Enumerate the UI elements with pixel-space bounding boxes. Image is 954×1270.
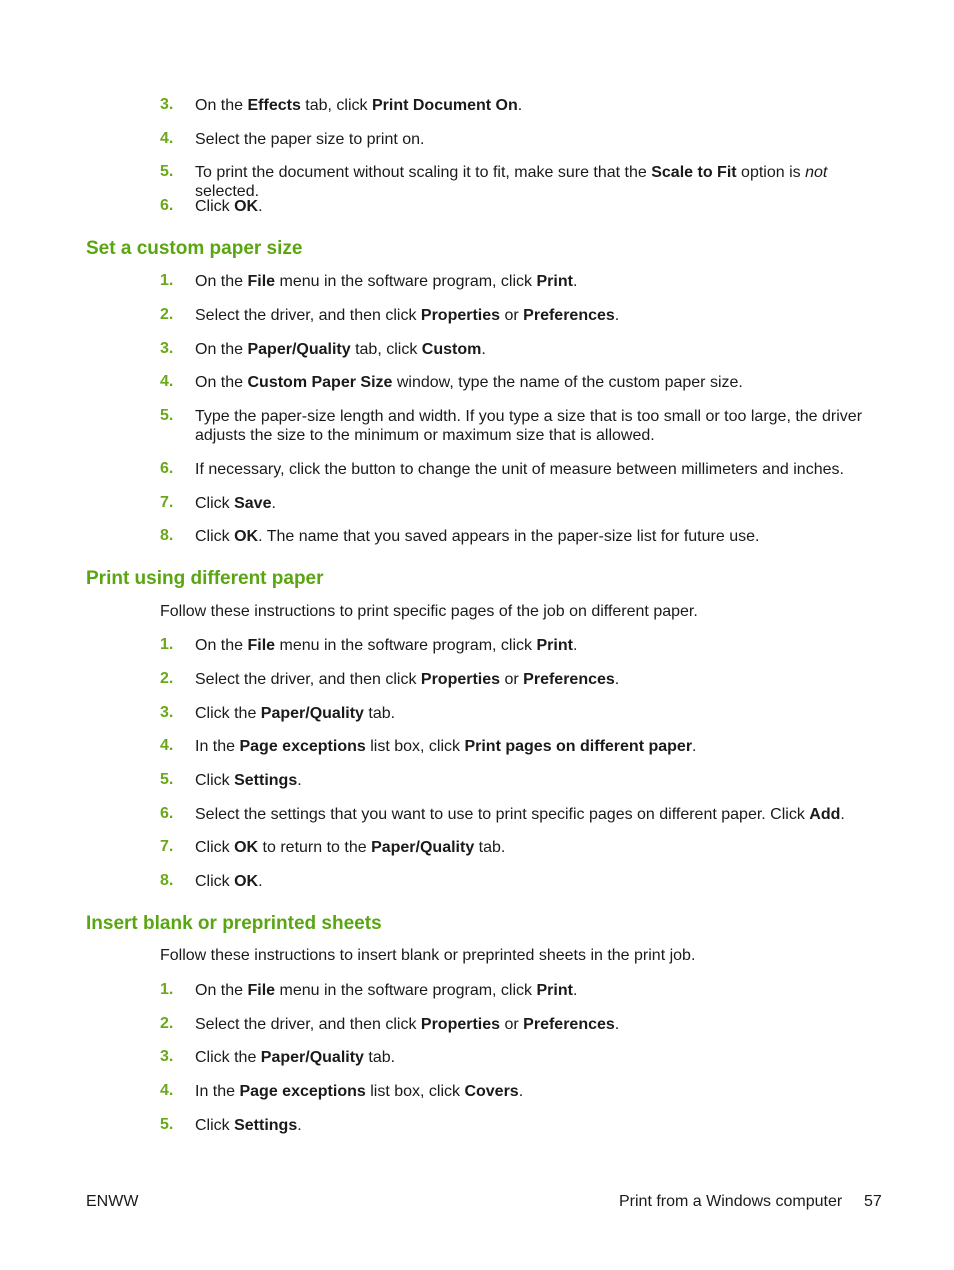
text-run: selected. [195, 183, 260, 200]
text-run: or [500, 671, 524, 688]
text-run: tab. [474, 839, 506, 856]
text-run: On the [195, 97, 248, 114]
text-run: . [614, 307, 620, 324]
step-text [195, 1116, 885, 1135]
step-text [195, 1015, 885, 1034]
bold-term: Covers [464, 1083, 519, 1100]
bold-term: Paper/Quality [260, 705, 364, 722]
bold-term: File [247, 273, 276, 290]
footer-left: ENWW [86, 1193, 139, 1210]
text-run: menu in the software program, click [275, 982, 537, 999]
bold-term: Custom [421, 341, 482, 358]
bold-term: OK [234, 198, 259, 215]
bold-term: Print [536, 637, 573, 654]
bold-term: Properties [420, 1016, 501, 1033]
text-run: or [500, 1016, 524, 1033]
step-number: 5. [160, 407, 174, 424]
step-text [195, 670, 885, 689]
text-run: . [572, 273, 578, 290]
step-text [195, 805, 885, 824]
step-text [195, 407, 885, 445]
text-run: . [481, 341, 486, 358]
text-run: tab. [363, 705, 396, 722]
text-run: Select the settings that you want to use to print specific pages on different paper. Click [195, 806, 810, 823]
text-run: . The name that you saved appears in the paper-size list for future use. [258, 528, 760, 545]
text-run: Select the driver, and then click [195, 307, 421, 324]
step-text [195, 96, 885, 115]
text-run: Select the driver, and then click [195, 1016, 421, 1033]
text-run: On the [195, 637, 248, 654]
step-text [195, 130, 885, 149]
step-number: 2. [160, 306, 174, 323]
bold-term: Properties [420, 307, 501, 324]
step-number: 1. [160, 636, 174, 653]
text-run: . [614, 671, 620, 688]
step-text [195, 163, 885, 201]
step-text [195, 340, 885, 359]
step-number: 5. [160, 1116, 174, 1133]
text-run: On the [195, 982, 248, 999]
step-text [195, 527, 885, 546]
text-run: list box, click [365, 1083, 465, 1100]
text-run: . [572, 637, 578, 654]
bold-term: Effects [247, 97, 301, 114]
step-number: 3. [160, 96, 174, 113]
bold-term: Properties [420, 671, 501, 688]
step-number: 6. [160, 197, 174, 214]
text-run: . [297, 1117, 302, 1134]
text-run: Select the paper size to print on. [195, 131, 425, 148]
text-run: . [518, 1083, 524, 1100]
step-text [195, 771, 885, 790]
step-text [195, 838, 885, 857]
text-run: On the [195, 273, 248, 290]
text-run: tab, click [350, 341, 422, 358]
text-run: If necessary, click the button to change the unit of measure between millimeters and inches. [195, 461, 844, 478]
bold-term: Print pages on different paper [464, 738, 693, 755]
bold-term: Add [809, 806, 841, 823]
text-run: Click the [195, 1049, 261, 1066]
footer-section-title: Print from a Windows computer [619, 1193, 843, 1210]
text-run: . [258, 198, 263, 215]
bold-term: Custom Paper Size [247, 374, 393, 391]
text-run: window, type the name of the custom paper size. [392, 374, 743, 391]
bold-term: Preferences [523, 1016, 615, 1033]
text-run: to return to the [258, 839, 372, 856]
text-run: tab. [363, 1049, 396, 1066]
text-run: Type the paper-size length and width. If you type a size that is too small or too large, the driver adjusts the size to the minimum or maximum size that is allowed. [195, 408, 863, 444]
text-run: . [517, 97, 523, 114]
footer-page-number: 57 [864, 1193, 882, 1210]
bold-term: Preferences [523, 307, 615, 324]
section-heading: Set a custom paper size [86, 238, 303, 259]
step-text [195, 272, 885, 291]
text-run: On the [195, 374, 248, 391]
bold-term: Save [234, 495, 272, 512]
text-run: Click [195, 873, 235, 890]
step-number: 4. [160, 1082, 174, 1099]
bold-term: Page exceptions [239, 1083, 366, 1100]
step-number: 4. [160, 373, 174, 390]
text-run: . [258, 873, 263, 890]
text-run: In the [195, 738, 240, 755]
section-intro: Follow these instructions to insert blank or preprinted sheets in the print job. [160, 947, 696, 964]
step-number: 3. [160, 1048, 174, 1065]
bold-term: File [247, 982, 276, 999]
step-number: 1. [160, 272, 174, 289]
bold-term: OK [234, 839, 259, 856]
step-number: 7. [160, 838, 174, 855]
text-run: Click [195, 772, 235, 789]
text-run: . [297, 772, 302, 789]
step-number: 5. [160, 163, 174, 180]
text-run: Click [195, 528, 235, 545]
text-run: In the [195, 1083, 240, 1100]
bold-term: File [247, 637, 276, 654]
section-heading: Print using different paper [86, 568, 324, 589]
text-run: . [614, 1016, 620, 1033]
step-text [195, 737, 885, 756]
text-run: Click [195, 1117, 235, 1134]
step-number: 4. [160, 130, 174, 147]
section-intro: Follow these instructions to print specific pages of the job on different paper. [160, 603, 698, 620]
text-run: Click [195, 839, 235, 856]
bold-term: Scale to Fit [651, 164, 737, 181]
step-number: 6. [160, 460, 174, 477]
text-run: . [271, 495, 276, 512]
text-run: . [840, 806, 845, 823]
text-run: option is [736, 164, 806, 181]
step-number: 6. [160, 805, 174, 822]
step-number: 5. [160, 771, 174, 788]
text-run: Select the driver, and then click [195, 671, 421, 688]
step-number: 2. [160, 1015, 174, 1032]
bold-term: OK [234, 873, 259, 890]
step-number: 7. [160, 494, 174, 511]
step-text [195, 1048, 885, 1067]
bold-term: Settings [234, 772, 298, 789]
step-text [195, 494, 885, 513]
emphasis-term: not [805, 164, 828, 181]
bold-term: Print [536, 273, 573, 290]
bold-term: Paper/Quality [371, 839, 475, 856]
text-run: menu in the software program, click [275, 637, 537, 654]
text-run: tab, click [300, 97, 372, 114]
step-text [195, 1082, 885, 1101]
step-text [195, 197, 885, 216]
step-number: 2. [160, 670, 174, 687]
step-text [195, 981, 885, 1000]
step-number: 1. [160, 981, 174, 998]
bold-term: Page exceptions [239, 738, 366, 755]
bold-term: Print [536, 982, 573, 999]
bold-term: Paper/Quality [260, 1049, 364, 1066]
step-text [195, 636, 885, 655]
text-run: list box, click [365, 738, 465, 755]
bold-term: Preferences [523, 671, 615, 688]
text-run: Click [195, 198, 235, 215]
text-run: menu in the software program, click [275, 273, 537, 290]
step-number: 8. [160, 872, 174, 889]
bold-term: Paper/Quality [247, 341, 351, 358]
text-run: On the [195, 341, 248, 358]
bold-term: OK [234, 528, 259, 545]
text-run: . [692, 738, 697, 755]
text-run: Click [195, 495, 235, 512]
text-run: Click the [195, 705, 261, 722]
step-text [195, 460, 885, 479]
step-text [195, 704, 885, 723]
section-heading: Insert blank or preprinted sheets [86, 913, 382, 934]
bold-term: Print Document On [371, 97, 518, 114]
text-run: . [572, 982, 578, 999]
step-number: 8. [160, 527, 174, 544]
step-text [195, 872, 885, 891]
step-number: 3. [160, 340, 174, 357]
bold-term: Settings [234, 1117, 298, 1134]
step-number: 3. [160, 704, 174, 721]
step-number: 4. [160, 737, 174, 754]
text-run: To print the document without scaling it to fit, make sure that the [195, 164, 652, 181]
step-text [195, 373, 885, 392]
step-text [195, 306, 885, 325]
text-run: or [500, 307, 524, 324]
